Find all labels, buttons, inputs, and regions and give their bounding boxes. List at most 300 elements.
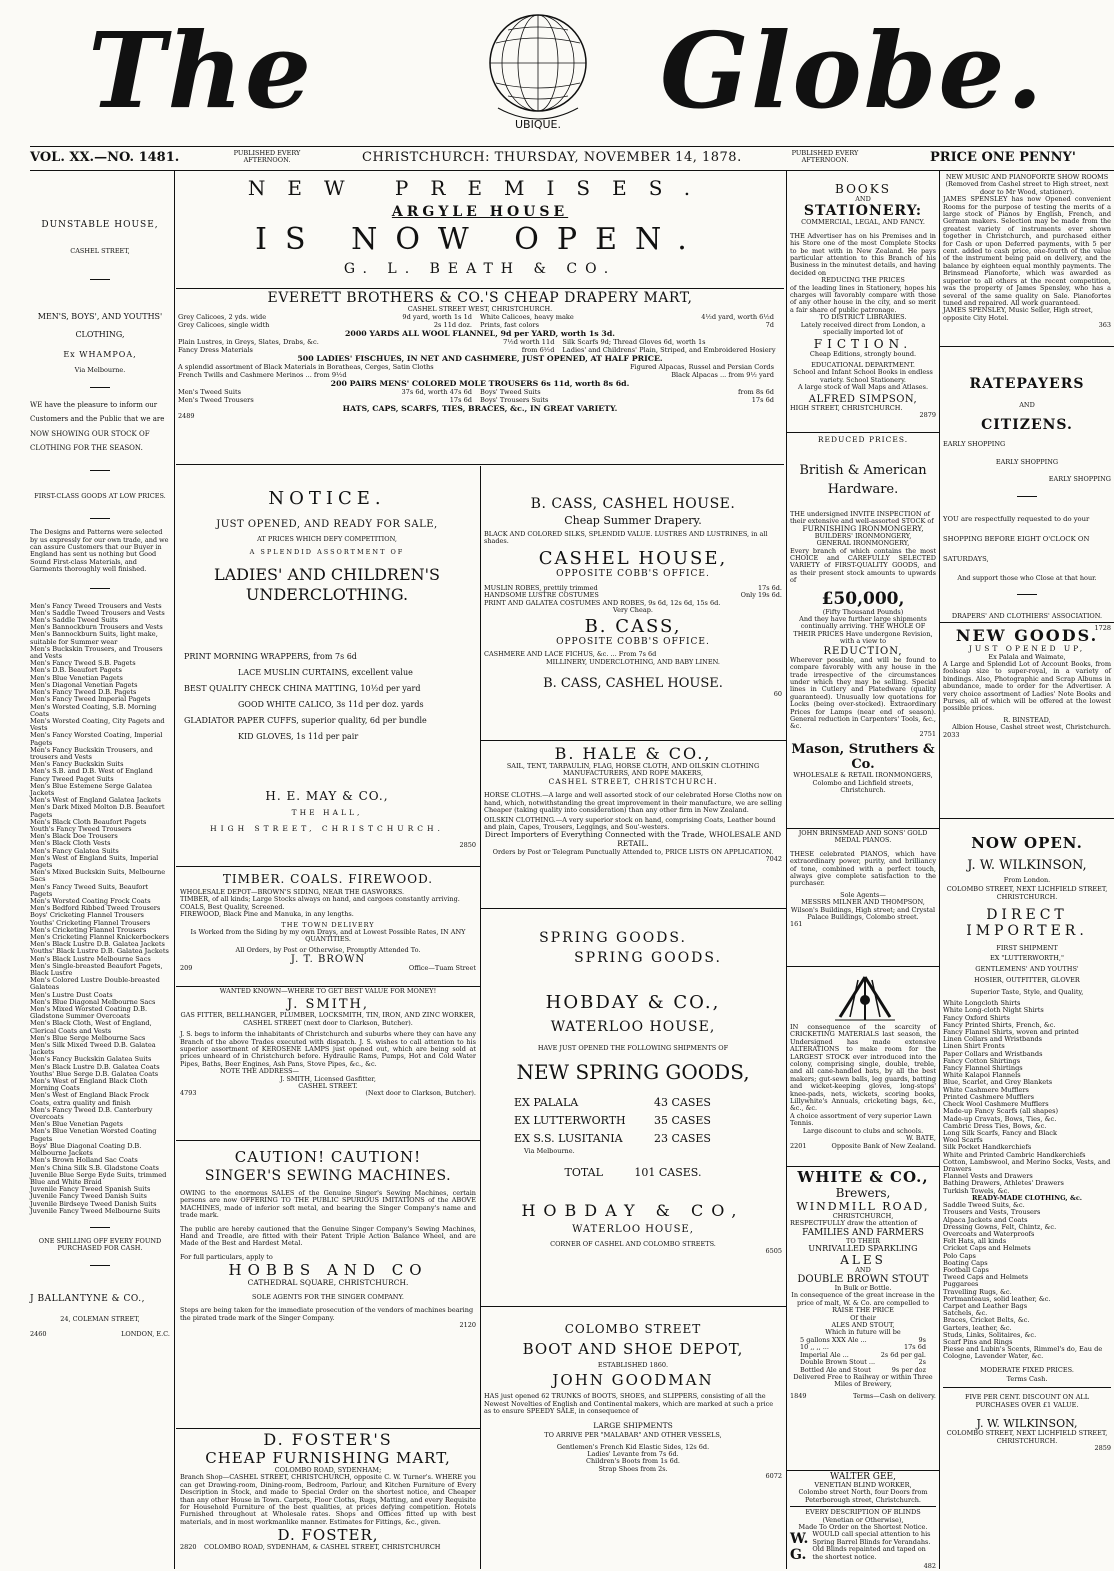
list-item: Fancy Flannel Shirtings [943, 1064, 1023, 1073]
list-item: Men's Fancy Worsted Coating, Imperial Pagets [30, 731, 163, 747]
mason-ad [790, 436, 936, 826]
list-item: Men's Black Lustre Melbourne Sacs [30, 954, 151, 963]
foster-body: Branch Shop—CASHEL STREET, CHRISTCHURCH, opposite C. W. Turner's. WHERE you can get Drawing-room, Dining-room, Bedroom, Parlour, and Kitchen Furniture of Every Description in Stock, and made to Special Order on the shortest notice, and Cheaper than any other House in Town. Carpets, Floor Cloths, Rugs, Matting, and every Requisite for Household Furniture of the best qualities, at prices defying competition. Hotels Furnished throughout at Wholesale rates. Shops and Offices fitted up with best materials, and in most workmanlike manner. Estimates for Fittings, &c., given. [180, 1473, 476, 1526]
mason-body: THE undersigned INVITE INSPECTION of their extensive and well-assorted STOCK of [790, 509, 934, 525]
list-item: Football Caps [943, 1265, 989, 1274]
goodman-large: LARGE SHIPMENTS [593, 1420, 673, 1430]
cass-num: 60 [773, 690, 782, 699]
simpson-stat: STATIONERY: [803, 203, 923, 220]
wilkinson-first: FIRST SHIPMENT [996, 944, 1058, 953]
ratepayers-r: RATEPAYERS [969, 376, 1085, 392]
simpson-name: ALFRED SIMPSON, [808, 393, 918, 405]
list-item: Satchels, &c. [943, 1309, 988, 1318]
list-item: Men's Brown Holland Sac Coats [30, 1156, 138, 1165]
list-item: Made-up Cravats, Bows, Ties, &c. [943, 1114, 1057, 1123]
table-cell: Ladies' and Childrens' Plain, Striped, and Embroidered Hosiery [562, 346, 776, 355]
simpson-body: THE Advertiser has on his Premises and in his Store one of the most Complete Stocks to be met with in New Zealand. He pays particular attention to this Branch of his Business in the minutest details, and having decided on [790, 231, 936, 277]
cass-head: B. CASS, CASHEL HOUSE. [530, 496, 736, 512]
list-item: Gentlemen's French Kid Elastic Sides, 12s 6d. [556, 1442, 710, 1451]
may-num: 2850 [459, 841, 476, 849]
table-cell: 17s 6d [751, 396, 774, 405]
list-item: Men's Bedford Ribbed Tweed Trousers [30, 904, 161, 913]
list-item: Men's Black Cloth Beaufort Pagets [30, 817, 147, 826]
list-item: Long Silk Scarfs, Fancy and Black [943, 1128, 1057, 1137]
simpson-ad [790, 174, 936, 430]
clothing-heading: MEN'S, BOYS', AND YOUTHS' CLOTHING, [37, 312, 163, 340]
price-cell: 17s 6d [904, 1343, 926, 1352]
list-item: Saddle Tweed Suits, &c. [943, 1201, 1025, 1210]
hale-num: 7042 [765, 855, 782, 864]
caution-body: OWING to the enormous SALES of the Genuine Singer's Sewing Machines, certain persons are now OFFERING TO THE PUBLIC SPURIOUS IMITATIONS of the ABOVE MACHINES, made of inferior soft metal, and bearing the Singer Company's name and trade mark. [180, 1189, 476, 1220]
hale-body: HORSE CLOTHS.—A large and well assorted stock of our celebrated Horse Cloths now on hand, which, notwithstanding the great improvement in their manufacture, we are selling Cheaper (taking quality into consideration) than any other firm in New Zealand. [484, 791, 782, 815]
hobbs-firm: HOBBS AND CO [228, 1261, 428, 1280]
spensley-num: 363 [1098, 321, 1111, 330]
list-item: Men's Fancy Tweed D.B. Pagets [30, 688, 137, 697]
table-cell: White Calicoes, heavy make [480, 313, 574, 322]
list-item: Men's Fancy Buckskin Suits [30, 760, 124, 769]
table-row [178, 371, 782, 379]
goodman-arrive: TO ARRIVE PER "MALABAR" AND OTHER VESSELS, [544, 1431, 722, 1440]
list-item: Men's Mixed Buckskin Suits, Melbourne Sacs [30, 868, 166, 884]
hale-name: B. HALE & CO., [554, 744, 712, 763]
smith-sig: J. SMITH, Licensed Gasfitter, [280, 1074, 376, 1083]
ballantyne-address: 24, COLEMAN STREET, [60, 1314, 140, 1323]
mason-hw: Hardware. [827, 481, 899, 497]
price-cell: 10 ,, ,, ... [800, 1343, 829, 1352]
list-item: Juvenile Birdseye Tweed Danish Suits [30, 1199, 157, 1208]
white-their: TO THEIR [846, 1236, 880, 1245]
hale-direct: Direct Importers of Everything Connected with the Trade, WHOLESALE AND RETAIL. [484, 830, 782, 849]
cass-opp2: OPPOSITE COBB'S OFFICE. [556, 637, 710, 648]
wilkinson-ex: EX "LUTTERWORTH," [989, 953, 1064, 962]
hobday-ad [484, 930, 782, 1300]
hobday-house: WATERLOO HOUSE, [550, 1019, 716, 1035]
mason-reduced: REDUCED PRICES. [817, 435, 909, 444]
timber-worked: Is Worked from the Siding by my own Drays, and at Lowest Possible Rates, IN ANY QUANTITIES. [190, 928, 466, 944]
list-item: Men's Saddle Tweed Trousers and Vests [30, 608, 165, 617]
notice-item: PRINT MORNING WRAPPERS, from 7s 6d [184, 651, 357, 661]
everett-ad [178, 290, 782, 464]
foster-addr: COLOMBO ROAD, SYDENHAM, & CASHEL STREET, CHRISTCHURCH [204, 1543, 441, 1552]
list-item: Braces, Cricket Belts, &c. [943, 1316, 1030, 1325]
list-item: Men's Bannockburn Trousers and Vests [30, 623, 163, 632]
list-item: Felt Hats, all kinds [943, 1237, 1007, 1246]
may-firm: H. E. MAY & CO., [265, 788, 389, 803]
list-item: Men's West of England Suits, Imperial Pagets [30, 853, 159, 869]
wilkinson-sig: J. W. WILKINSON, [976, 1417, 1078, 1431]
table-cell: A splendid assortment of Black Materials in Boratheas, Cerges, Satin Cloths [178, 363, 434, 372]
list-item: Linen Shirt Fronts [943, 1042, 1005, 1051]
cass-sub: Cheap Summer Drapery. [564, 514, 702, 527]
gee-body: WOULD call special attention to his Spring Barrel Blinds for Verandahs. Old Blinds repainted and taped on the shortest notice. [812, 1530, 931, 1561]
timber-brown: J. T. BROWN [290, 954, 366, 966]
mason-body4: Wherever possible, and will be found to compare favorably with any house in the trade irrespective of the circumstances under which they may be selling. Special lines in Cutlery and Platedware (quality guaranteed). Unusually low quotations for Locks (being over-stocked). Extraordinary Prices for Lamps (near end of season). General reduction in Carpenters' Tools, &c., &c. [790, 655, 936, 731]
ratepayers-ad [943, 350, 1111, 633]
price-cell: 5 gallons XXX Ale ... [800, 1335, 867, 1344]
cass-opp: OPPOSITE COBB'S OFFICE. [556, 568, 710, 579]
wilkinson-name: J. W. WILKINSON, [967, 858, 1087, 873]
list-item: Men's China Silk S.B. Gladstone Coats [30, 1163, 159, 1172]
white-num: 1849 [790, 1391, 807, 1400]
ex-whampoa: Ex WHAMPOA, [63, 350, 137, 360]
list-item: Men's Black Cloth Vests [30, 839, 111, 848]
white-body: RESPECTFULLY draw the attention of [790, 1219, 917, 1228]
ratepayers-drapers: DRAPERS' AND CLOTHIERS' ASSOCIATION. [951, 612, 1103, 621]
mason-f2: BUILDERS' IRONMONGERY, [814, 531, 912, 540]
list-item: Flannel Vests and Drawers [943, 1172, 1033, 1181]
cass-bcass: B. CASS, [584, 616, 682, 638]
ship-name: EX LUTTERWORTH [514, 1114, 626, 1128]
ratepayers-c: CITIZENS. [981, 417, 1073, 434]
list-item: Youths' Blue Serge D.B. Galatea Coats [30, 1069, 159, 1078]
hats-line: HATS, CAPS, SCARFS, TIES, BRACES, &c., IN GREAT VARIETY. [342, 404, 618, 414]
table-cell: from 6½d [521, 346, 555, 355]
bate-ad [790, 1024, 936, 1164]
price-cell: Double Brown Stout ... [800, 1358, 876, 1367]
masthead-motto: UBIQUE. [515, 118, 561, 131]
gee-wg: W. G. [790, 1531, 809, 1564]
notice-just: JUST OPENED, AND READY FOR SALE, [216, 519, 438, 530]
smith-ad [180, 988, 476, 1138]
simpson-books: BOOKS [835, 182, 891, 196]
beath-co: G. L. BEATH & CO. [343, 261, 617, 277]
list-item: Men's Worsted Coating, City Pagets and Vests [30, 716, 165, 733]
caution-body2: The public are hereby cautioned that the Genuine Singer Company's Sewing Machines, Hand and Treadle, are fitted with their Patent Triple Action Balance Wheel, and are Made of the Best and Hardest Metal. [180, 1224, 476, 1248]
list-item: Men's S.B. and D.B. West of England Fancy Tweed Paget Suits [30, 767, 153, 783]
new-premises: NEW PREMISES. [247, 176, 713, 200]
notice-item: GOOD WHITE CALICO, 3s 11d per doz. yards [238, 699, 424, 709]
flannel-line: 2000 YARDS ALL WOOL FLANNEL, 9d per YARD, worth 1s 3d. [344, 329, 616, 339]
brinsmead-num: 161 [790, 920, 803, 929]
everett-num: 2489 [178, 412, 195, 421]
gee-every: EVERY DESCRIPTION OF BLINDS [805, 1508, 921, 1517]
shipment-row [514, 1094, 782, 1112]
table-cell: 9d yard, worth 1s 1d [402, 313, 472, 322]
mason-num: 2751 [919, 729, 936, 738]
notice-ad [178, 470, 476, 860]
published-right: PUBLISHED EVERY AFTERNOON. [791, 149, 859, 165]
intro-text: WE have the pleasure to inform our Customers and the Public that we are NOW SHOWING OUR STOCK OF CLOTHING FOR THE SEASON. [30, 400, 165, 453]
gee-ad [790, 1472, 936, 1571]
list-item: Men's Fancy Buckskin Trousers, and trousers and Vests [30, 745, 153, 761]
table-cell: PRINT AND GALATEA COSTUMES AND ROBES, 9s 6d, 12s 6d, 15s 6d. [484, 598, 721, 607]
argyle-house-ad [176, 172, 784, 288]
list-item: Men's Blue Venetian Pagets [30, 673, 123, 682]
list-item: Scarf Pins and Rings [943, 1338, 1013, 1346]
table-cell: 17s 6d. [757, 583, 782, 592]
list-item: Men's West of England Black Frock Coats, extra quality and finish [30, 1091, 149, 1107]
goodman-depot: BOOT AND SHOE DEPOT, [522, 1340, 744, 1358]
table-cell: MUSLIN ROBES, prettily trimmed [484, 583, 598, 592]
spring-l1: SPRING GOODS. [539, 930, 687, 946]
white-raise: RAISE THE PRICE [832, 1306, 894, 1315]
smith-body: J. S. begs to inform the inhabitants of Christchurch and suburbs where they can have any Branch of the above Trades executed with dispatch. J. S. wishes to call attention to his superior assortment of KEROSENE LAMPS just opened out, which are being sold at prices unheard of in Christchurch before. Hydraulic Rams, Pumps, Hot and Cold Water Pipes, Baths, Beer Engines, Ash Pans, Stove Pipes, &c., &c. [180, 1030, 476, 1068]
list-item: White Cashmere Mufflers [943, 1085, 1029, 1094]
smith-name: J. SMITH, [287, 997, 369, 1013]
mason-body3: And they have further large shipments continually arriving. THE WHOLE OF THEIR PRICES Have undergone Revision, with a view to [793, 615, 933, 646]
ballantyne-city: LONDON, E.C. [121, 1330, 170, 1339]
list-item: Carpet and Leather Bags [943, 1301, 1028, 1310]
simpson-and: AND [855, 195, 871, 203]
cass-foot: B. CASS, CASHEL HOUSE. [543, 676, 723, 692]
cass-black: BLACK AND COLORED SILKS, SPLENDID VALUE. LUSTRES AND LUSTRINES, in all shades. [484, 530, 768, 546]
list-item: Paper Collars and Wristbands [943, 1049, 1043, 1058]
binstead-sig: R. BINSTEAD, [1003, 715, 1051, 724]
table-cell: French Twills and Cashmere Merinos ... from 9½d [178, 371, 347, 380]
list-item: Men's Diagonal Venetian Pagets [30, 680, 138, 689]
list-item: Fancy Printed Shirts, French, &c. [943, 1020, 1056, 1029]
mason-amount: £50,000, [821, 588, 905, 609]
list-item: Youths' Black Lustre D.B. Galatea Jackets [30, 947, 169, 956]
hobday-firm2: HOBDAY & CO, [521, 1200, 745, 1220]
wilkinson-moderate: MODERATE FIXED PRICES. [980, 1365, 1074, 1374]
white-brewers: Brewers, [835, 1186, 891, 1200]
mason-body2: Every branch of which contains the most CHOICE and CAREFULLY SELECTED VARIETY of FIRST-QUALITY GOODS, and as their present stock amounts to upwards of [790, 546, 936, 585]
list-item: White Long-cloth Night Shirts [943, 1006, 1044, 1015]
smith-num: 4793 [180, 1089, 197, 1098]
smith-sig3: (Next door to Clarkson, Butcher). [365, 1089, 476, 1098]
table-cell: Plain Lustres, in Greys, Slates, Drabs, &c. [178, 338, 319, 347]
notice-item: GLADIATOR PAPER CUFFS, superior quality, 6d per bundle [184, 715, 427, 725]
wilkinson-importer: IMPORTER. [966, 923, 1088, 940]
cricket-clubs: Large discount to clubs and schools. [802, 1126, 924, 1135]
list-item: Silk Pocket Handkerchiefs [943, 1143, 1032, 1152]
list-item: Men's Black Cloth, West of England, Clerical Coats and Vests [30, 1019, 152, 1035]
foster-num: 2820 [180, 1543, 197, 1552]
gee-name: WALTER GEE, [830, 1472, 896, 1482]
white-city: CHRISTCHURCH, [832, 1212, 894, 1220]
cricket-body: IN consequence of the scarcity of CRICKETING MATERIALS last season, the Undersigned has made extensive ALTERATIONS to make room for the LARGEST STOCK ever introduced into the colony, comprising single, double, treble, and all cane-handled bats, by all the best makers; gut-sewn balls, leg guards, batting and wicket-keeping gloves, long-stops' knee-pads, nets, wickets, scoring books, Lillywhite's Annuals, cricketing bags, &c., &c., &c. [790, 1023, 936, 1113]
list-item: Boys' Blue Diagonal Coating D.B. Melbourne Jackets [30, 1141, 142, 1158]
spring-l2: SPRING GOODS. [574, 950, 722, 966]
ship-cases: 35 CASES [654, 1114, 711, 1128]
price-cell: 9s [918, 1335, 926, 1344]
gee-made: Made To Order on the Shortest Notice. [798, 1523, 928, 1532]
white-delivered: Delivered Free to Railway or within Three Miles of Brewery, [793, 1372, 933, 1389]
goodman-name: JOHN GOODMAN [552, 1371, 714, 1390]
table-cell: 37s 6d, worth 47s 6d [401, 388, 472, 397]
caution-steps: Steps are being taken for the immediate prosecution of the vendors of machines bearing the pirated trade mark of the Singer Company. [180, 1306, 474, 1322]
list-item: Men's Lustre Dust Coats [30, 990, 113, 999]
table-cell: Men's Tweed Suits [178, 388, 242, 397]
simpson-school: School and Infant School Books in endless variety. School Stationery. [793, 368, 933, 384]
simpson-reducing: REDUCING THE PRICES [821, 276, 905, 285]
caution-singer: SINGER'S SEWING MACHINES. [204, 1168, 452, 1184]
table-cell: 4½d yard, worth 6½d [701, 313, 774, 322]
hobbs-agents: SOLE AGENTS FOR THE SINGER COMPANY. [252, 1292, 404, 1301]
list-item: Cricket Caps and Helmets [943, 1244, 1031, 1253]
mason-addr: Colombo and Lichfield streets, Christchurch. [812, 778, 914, 794]
simpson-kinds: COMMERCIAL, LEGAL, AND FANCY. [801, 218, 925, 227]
foster-ad [180, 1430, 476, 1568]
table-row [178, 313, 782, 321]
timber-head: TIMBER. COALS. FIREWOOD. [222, 872, 434, 886]
white-families: FAMILIES AND FARMERS [802, 1227, 924, 1238]
list-item: Dressing Gowns, Felt, Chintz, &c. [943, 1222, 1057, 1231]
list-item: Men's Silk Mixed Tweed D.B. Galatea Jackets [30, 1041, 156, 1057]
simpson-fiction: FICTION. [813, 336, 913, 351]
ship-name: EX PALALA [514, 1096, 579, 1110]
mole-line: 200 PAIRS MENS' COLORED MOLE TROUSERS 6s 11d, worth 8s 6d. [330, 379, 630, 389]
list-item: Piesse and Lubin's Scents, Rimmel's do, Eau de Cologne, Lavender Water, &c. [943, 1345, 1103, 1361]
list-item: Men's West of England Black Cloth Morning Coats [30, 1077, 148, 1093]
cricket-bats-icon [830, 972, 900, 1022]
vol-number: VOL. XX.—NO. 1481. [30, 150, 180, 165]
spensley-sig: JAMES SPENSLEY, Music Seller, High street, opposite City Hotel. [943, 306, 1093, 322]
white-name: WHITE & CO., [797, 1168, 929, 1186]
cass-cashel: CASHEL HOUSE, [538, 547, 728, 569]
smith-trades: GAS FITTER, BELLHANGER, PLUMBER, LOCKSMITH, TIN, IRON, AND ZINC WORKER, [180, 1011, 476, 1020]
cass-cashmere: CASHMERE AND LACE FICHUS, &c. ... From 7s 6d [484, 650, 657, 659]
binstead-addr: Albion House, Cashel street west, Christchurch. [952, 723, 1111, 732]
gee-addr: Colombo street North, four Doors from Peterborough street, Christchurch. [798, 1488, 928, 1504]
table-cell: Grey Calicoes, 2 yds. wide [178, 313, 267, 322]
caution-title: CAUTION! CAUTION! [234, 1148, 422, 1166]
list-item: Men's Blue Venetian Pagets [30, 1120, 123, 1129]
binstead-body: A Large and Splendid Lot of Account Books, from foolscap size to super-royal, in a variety of bindings. Also, Photographic and Scrap Albums in abundance, made to order for the Advertiser. A very choice assortment of Ladies' Note Books and Purses, all of which will be offered at the lowest possible prices. [943, 660, 1111, 713]
timber-orders: All Orders, by Post or Otherwise, Promptly Attended To. [235, 945, 421, 954]
list-item: Strap Shoes from 2s. [598, 1464, 668, 1473]
shipment-row [514, 1130, 782, 1148]
hobday-corner: CORNER OF CASHEL AND COLOMBO STREETS. [550, 1239, 716, 1248]
ship-cases: 23 CASES [654, 1132, 711, 1146]
hobday-nsg: NEW SPRING GOODS, [516, 1060, 750, 1085]
first-class-goods: FIRST-CLASS GOODS AT LOW PRICES. [34, 491, 166, 500]
list-item: White Longcloth Shirts [943, 999, 1021, 1008]
white-unrivalled: UNRIVALLED SPARKLING [808, 1244, 918, 1254]
price-cell: 9s per doz [891, 1365, 926, 1374]
foster-road: COLOMBO ROAD, SYDENHAM; [274, 1466, 382, 1474]
table-cell: 17s 6d [449, 396, 472, 405]
wilkinson-gents: GENTLEMENS' AND YOUTHS' [975, 965, 1079, 974]
goodman-street: COLOMBO STREET [564, 1322, 702, 1336]
list-item: Men's Blue Estemene Serge Galatea Jackets [30, 781, 153, 797]
is-now-open: IS NOW OPEN. [255, 222, 705, 257]
table-cell: Men's Tweed Trousers [178, 396, 254, 405]
smith-wanted: WANTED KNOWN—WHERE TO GET BEST VALUE FOR MONEY! [219, 987, 437, 995]
list-item: Linen Collars and Wristbands [943, 1035, 1043, 1044]
list-item: Wool Scarfs [943, 1136, 983, 1145]
notice-assort: A SPLENDID ASSORTMENT OF [249, 548, 405, 557]
globe-icon [468, 8, 608, 128]
masthead-globe: Globe. [660, 9, 1045, 132]
list-item: Men's Black Lustre D.B. Galatea Jackets [30, 940, 165, 949]
hale-addr: CASHEL STREET, CHRISTCHURCH. [548, 776, 718, 786]
timber-l1: TIMBER, of all kinds; Large Stocks always on hand, and cargoes constantly arriving. [180, 895, 460, 904]
list-item: Studs, Links, Solitaires, &c. [943, 1330, 1037, 1339]
white-terms: Terms—Cash on delivery. [852, 1391, 936, 1400]
mason-name: Mason, Struthers & Co. [791, 742, 935, 773]
may-hall: THE HALL, [291, 807, 363, 817]
list-item: Tweed Caps and Helmets [943, 1273, 1029, 1282]
list-item: Men's D.B. Beaufort Pagets [30, 666, 122, 675]
list-item: Men's Fancy Galatea Suits [30, 846, 119, 855]
gee-trade: VENETIAN BLIND WORKER, [814, 1481, 912, 1489]
list-item: Fancy Flannel Shirts, woven and printed [943, 1028, 1079, 1037]
table-cell: Prints, fast colors [480, 321, 539, 330]
list-item: Ladies' Levante from 7s 6d. [587, 1450, 679, 1459]
wilkinson-five: FIVE PER CENT. DISCOUNT ON ALL PURCHASES OVER £1 VALUE. [964, 1393, 1090, 1409]
everett-title: EVERETT BROTHERS & CO.'S CHEAP DRAPERY MART, [267, 290, 693, 306]
mason-ba: British & American [799, 462, 927, 478]
list-item: Overcoats and Waterproofs [943, 1229, 1035, 1238]
cass-cheap: Very Cheap. [613, 606, 653, 615]
ratepayers-support: And support those who Close at that hour. [957, 573, 1097, 582]
list-item: Men's Fancy Tweed Imperial Pagets [30, 695, 151, 704]
white-ale-stout: ALES AND STOUT, [831, 1321, 895, 1330]
goodman-num: 6072 [765, 1472, 782, 1481]
hale-oilskin: OILSKIN CLOTHING.—A very superior stock on hand, comprising Coats, Leather bound and plain, Capes, Trousers, Leggings, and Sou'-westers. [484, 815, 776, 832]
table-cell: 7½d worth 11d [503, 338, 555, 347]
simpson-body2: of the leading lines in Stationery, hopes his charges will favorably compare with those of any other house in the city, and so merit a fair share of public patronage. [790, 283, 936, 314]
brinsmead-ad [790, 830, 936, 966]
wilkinson-taste: Superior Taste, Style, and Quality, [970, 987, 1084, 996]
list-item: Men's Fancy Buckskin Galatea Suits [30, 1055, 152, 1064]
notice-ladies: LADIES' AND CHILDREN'S UNDERCLOTHING. [214, 564, 440, 604]
spensley-head: NEW MUSIC AND PIANOFORTE SHOW ROOMS [945, 173, 1109, 181]
designs-text: The Designs and Patterns were selected by us expressly for our own trade, and we can assure Customers that our Buyer in England has sent us nothing but Good Sound First-class Materials, and Garments thoroughly well finished. [30, 528, 169, 574]
table-cell: Only 19s 6d. [740, 591, 782, 600]
table-cell: 7d [765, 321, 774, 330]
list-item: Blue, Scarlet, and Grey Blankets [943, 1078, 1053, 1087]
clothing-list [30, 603, 170, 1215]
masthead [0, 0, 1114, 146]
white-bulk: In Bulk or Bottle. [834, 1284, 892, 1293]
wilkinson-from: From London. [1003, 876, 1051, 884]
price-cell: Imperial Ale ... [800, 1350, 849, 1359]
table-row [178, 338, 782, 346]
price: PRICE ONE PENNY' [930, 150, 1076, 165]
hobbs-addr: CATHEDRAL SQUARE, CHRISTCHURCH. [247, 1278, 409, 1288]
cricket-sig: W. BATE, [906, 1134, 936, 1143]
price-cell: 2s [918, 1358, 926, 1367]
list-item: Men's Worsted Coating Frock Coats [30, 896, 151, 905]
table-cell: 2s 11d doz. [433, 321, 472, 330]
simpson-lately: Lately received direct from London, a specially imported lot of [800, 320, 926, 337]
table-row [178, 321, 782, 329]
timber-ad [180, 872, 476, 982]
white-and: AND [855, 1265, 871, 1274]
table-cell: Fancy Dress Materials [178, 346, 253, 355]
binstead-just: JUST OPENED UP, [968, 644, 1086, 653]
may-street: HIGH STREET, CHRISTCHURCH. [210, 824, 444, 834]
dateline: CHRISTCHURCH: THURSDAY, NOVEMBER 14, 1878. [362, 150, 742, 165]
list-item: Fancy Oxford Shirts [943, 1013, 1010, 1022]
brinsmead-agents: Sole Agents— [840, 890, 886, 899]
list-item: Men's Cricketing Flannel Knickerbockers [30, 933, 169, 941]
simpson-edu: EDUCATIONAL DEPARTMENT. [811, 360, 915, 369]
cricket-num: 2201 [790, 1141, 807, 1150]
masthead-the: The [88, 9, 314, 132]
hale-trades: SAIL, TENT, TARPAULIN, FLAG, HORSE CLOTH, AND OILSKIN CLOTHING MANUFACTURERS, AND ROPE MAKERS, [506, 762, 760, 778]
timber-num: 209 [180, 964, 193, 973]
binstead-ex: Ex Palala and Waimate, [988, 652, 1066, 661]
foster-title: D. FOSTER'S [263, 1430, 393, 1449]
mason-f1: FURNISHING IRONMONGERY, [802, 524, 924, 534]
hobday-via: Via Melbourne. [524, 1147, 575, 1156]
list-item: Juvenile Fancy Tweed Spanish Suits [30, 1185, 151, 1194]
binstead-ad [943, 626, 1111, 816]
list-item: Men's Saddle Tweed Suits [30, 616, 119, 625]
list-item: Juvenile Fancy Tweed Danish Suits [30, 1192, 147, 1201]
notice-item: LACE MUSLIN CURTAINS, excellent value [238, 667, 413, 677]
everett-addr: CASHEL STREET WEST, CHRISTCHURCH. [407, 305, 553, 313]
table-row [178, 346, 782, 354]
simpson-lib: TO DISTRICT LIBRARIES. [819, 313, 907, 322]
price-cell: 2s 6d per gal. [880, 1350, 926, 1359]
table-cell: Boys' Trousers Suits [480, 396, 549, 405]
timber-town: THE TOWN DELIVERY [281, 920, 375, 929]
